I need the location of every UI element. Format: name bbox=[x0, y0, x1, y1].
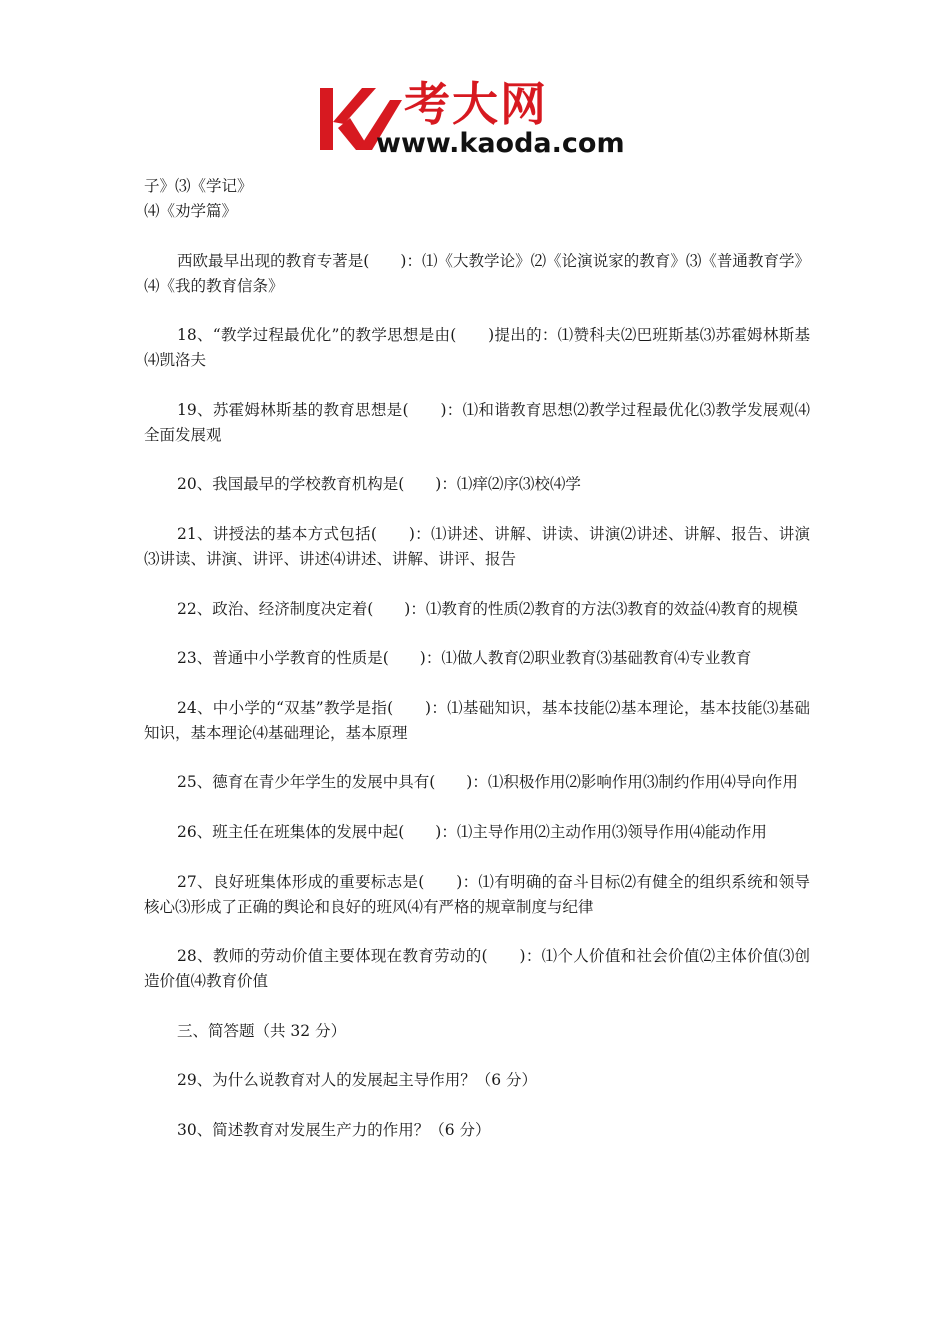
question-19: 19、苏霍姆林斯基的教育思想是( )：⑴和谐教育思想⑵教学过程最优化⑶教学发展观⑷全面发展观 bbox=[144, 400, 810, 444]
question-17: 西欧最早出现的教育专著是( )：⑴《大教学论》⑵《论演说家的教育》⑶《普通教育学》⑷《我的教育信条》 bbox=[144, 251, 810, 295]
continued-line-1: 子》⑶《学记》 bbox=[144, 177, 253, 195]
question-26: 26、班主任在班集体的发展中起( )：⑴主导作用⑵主动作用⑶领导作用⑷能动作用 bbox=[177, 822, 767, 841]
question-30: 30、简述教育对发展生产力的作用？（6 分） bbox=[177, 1120, 491, 1139]
question-20: 20、我国最早的学校教育机构是( )：⑴痒⑵序⑶校⑷学 bbox=[177, 475, 581, 494]
question-22: 22、政治、经济制度决定着( )：⑴教育的性质⑵教育的方法⑶教育的效益⑷教育的规模 bbox=[177, 599, 798, 618]
document-body bbox=[144, 174, 810, 1168]
question-23: 23、普通中小学教育的性质是( )：⑴做人教育⑵职业教育⑶基础教育⑷专业教育 bbox=[177, 649, 752, 668]
question-24: 24、中小学的“双基”教学是指( )：⑴基础知识，基本技能⑵基本理论，基本技能⑶基础知识，基本理论⑷基础理论，基本原理 bbox=[144, 698, 810, 742]
question-18: 18、“教学过程最优化”的教学思想是由( )提出的：⑴赞科夫⑵巴班斯基⑶苏霍姆林斯基⑷凯洛夫 bbox=[144, 326, 810, 370]
question-29: 29、为什么说教育对人的发展起主导作用？（6 分） bbox=[177, 1071, 538, 1090]
brand-url: www.kaoda.com bbox=[376, 128, 625, 159]
brand-name: 考大网 bbox=[404, 77, 548, 131]
question-21: 21、讲授法的基本方式包括( )：⑴讲述、讲解、讲读、讲演⑵讲述、讲解、报告、讲演⑶讲读、讲演、讲评、讲述⑷讲述、讲解、讲评、报告 bbox=[144, 524, 810, 568]
kaoda-logo bbox=[318, 77, 648, 160]
continued-line-2: ⑷《劝学篇》 bbox=[144, 202, 238, 220]
section-title: 三、简答题（共 32 分） bbox=[177, 1021, 347, 1040]
question-28: 28、教师的劳动价值主要体现在教育劳动的( )：⑴个人价值和社会价值⑵主体价值⑶创造价值⑷教育价值 bbox=[144, 947, 810, 991]
question-25: 25、德育在青少年学生的发展中具有( )：⑴积极作用⑵影响作用⑶制约作用⑷导向作用 bbox=[177, 773, 798, 792]
question-27: 27、良好班集体形成的重要标志是( )：⑴有明确的奋斗目标⑵有健全的组织系统和领导核心⑶形成了正确的舆论和良好的班风⑷有严格的规章制度与纪律 bbox=[144, 872, 810, 916]
